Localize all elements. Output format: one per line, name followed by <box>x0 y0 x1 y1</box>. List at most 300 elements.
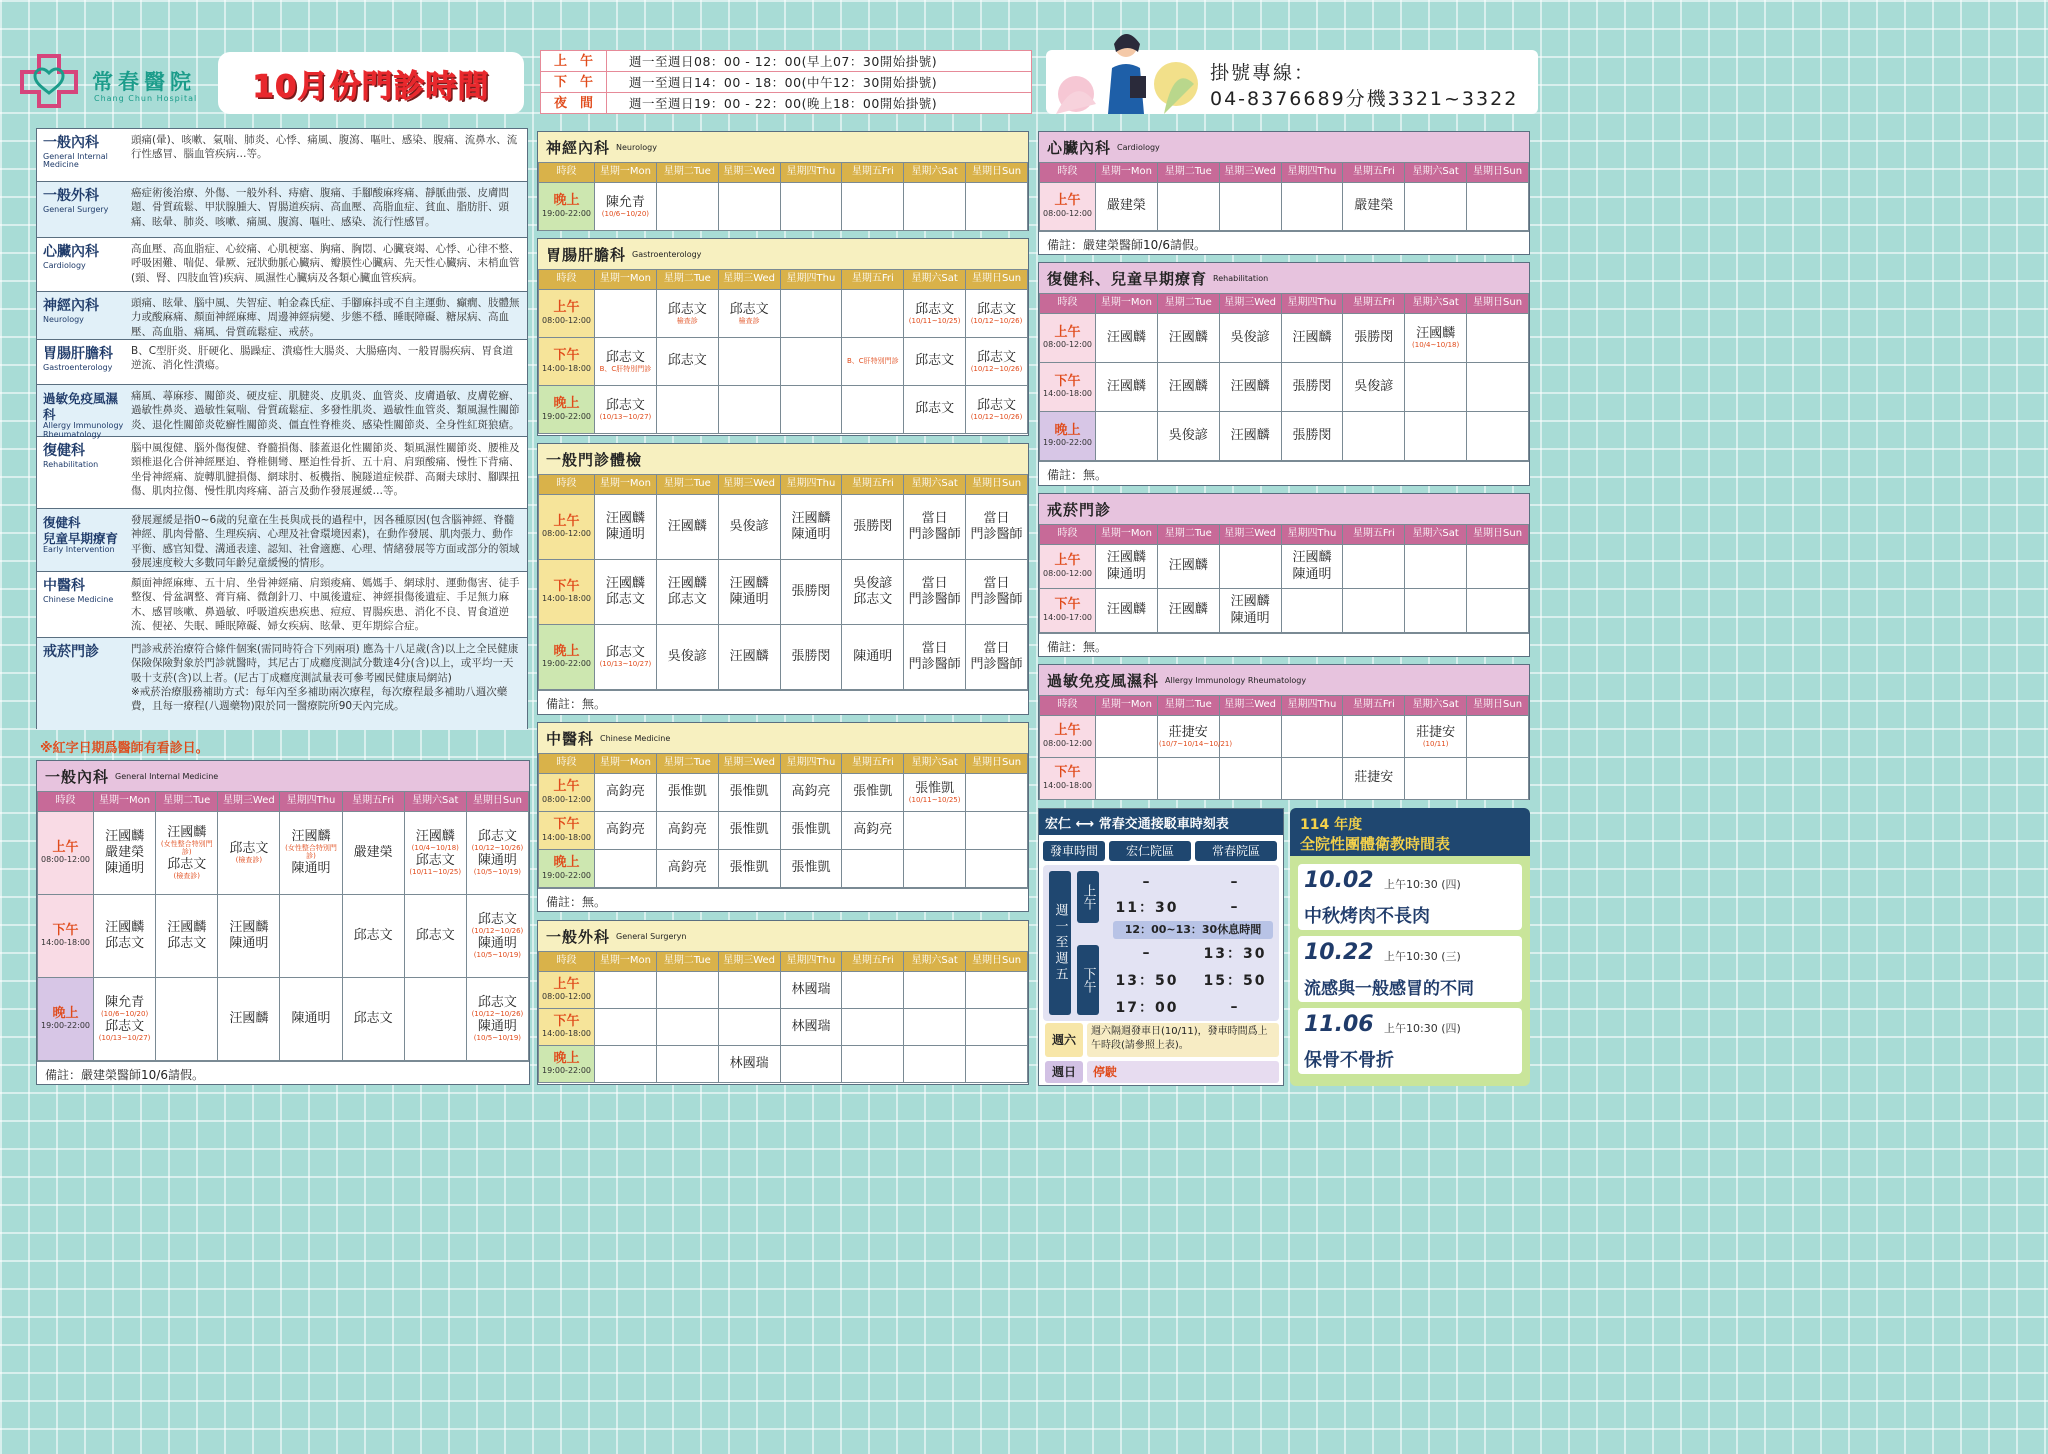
doctor-cell <box>1343 545 1405 589</box>
dept-row <box>37 238 527 292</box>
slot-time: 14:00-18:00 <box>542 1029 591 1039</box>
doctor-cell <box>842 338 904 386</box>
doctor-name: 陳允青 <box>105 995 145 1011</box>
dept-name: 中醫科 <box>43 578 85 594</box>
cell-note: (10/13~10/27) <box>98 1034 151 1043</box>
sched-table <box>37 791 529 1061</box>
doctor-cell <box>1157 716 1233 758</box>
slot-cell <box>38 895 94 978</box>
cell-note: B、C肝特別門診 <box>599 364 652 373</box>
doctor-name: 張惟凱 <box>915 780 955 796</box>
doctor-cell <box>904 560 966 625</box>
doctor-cell <box>780 495 842 560</box>
slot-label: 上午 <box>52 839 79 855</box>
doctor-name: 邱志文 <box>915 301 955 317</box>
doctor-name: 張惟凱 <box>667 784 707 800</box>
slot-time: 08:00-12:00 <box>1043 340 1092 350</box>
sched-title-en: Chinese Medicine <box>600 733 671 743</box>
sched-row <box>1040 589 1529 633</box>
shuttle-sun: 週日 <box>1045 1061 1083 1083</box>
dept-name-en: Neurology <box>43 314 84 324</box>
doctor-name: 吳俊諺 <box>667 648 707 664</box>
doctor-name: 高鈞亮 <box>605 784 645 800</box>
doctor-name: 邱志文 <box>667 353 707 369</box>
health-item <box>1298 1008 1522 1074</box>
doctor-name: 汪國麟 <box>1168 602 1208 618</box>
doctor-cell <box>1405 716 1467 758</box>
doctor-name: 張惟凱 <box>791 860 831 876</box>
shuttle-schedule <box>1038 808 1284 1086</box>
doctor-cell <box>780 338 842 386</box>
hours-label: 下 午 <box>541 72 607 92</box>
brand-name-en: Chang Chun Hospital <box>94 94 198 103</box>
doctor-name: 陳通明 <box>291 1010 331 1026</box>
hotline-number: 04-8376689分機3321~3322 <box>1210 88 1519 110</box>
sched-neuro <box>537 131 1029 231</box>
dept-name-cell <box>37 572 129 637</box>
doctor-cell <box>904 774 966 812</box>
day-header: 星期三Wed <box>1219 163 1281 183</box>
slot-time: 08:00-12:00 <box>1043 568 1092 578</box>
dept-name-en: Gastroenterology <box>43 362 113 372</box>
dept-desc: 癌症術後治療、外傷、一般外科、痔瘡、腹痛、手腳酸麻疼痛、靜脈曲張、皮膚問題、骨質疏鬆、甲狀腺腫大、胃腸道疾病、高血壓、高脂血症、貧血、脂肪肝、頭痛、眩暈、肺炎、咳嗽、痛風、腹瀉、嘔吐、感染、流行性感冒。 <box>131 187 509 228</box>
slot-label: 下午 <box>1054 597 1081 613</box>
doctor-name: 吳俊諺 <box>1230 329 1270 345</box>
doctor-cell <box>595 812 657 850</box>
doctor-name: 汪國麟 <box>1230 594 1270 610</box>
day-header: 星期三Wed <box>1219 525 1281 545</box>
sched-header-row <box>1040 163 1529 183</box>
doctor-cell <box>966 386 1028 434</box>
dept-name-en: General Surgery <box>43 204 109 214</box>
doctor-cell <box>1405 314 1467 363</box>
sched-title-text: 中醫科 <box>546 729 595 748</box>
slot-cell <box>539 625 595 690</box>
doctor-cell <box>904 290 966 338</box>
sched-row <box>539 183 1028 231</box>
doctor-name: 當日 <box>983 510 1010 526</box>
dept-name-en: Rehabilitation <box>43 459 99 469</box>
health-title: 全院性團體衛教時間表 <box>1300 835 1451 853</box>
shuttle-time: – <box>1230 998 1240 1015</box>
hours-label: 上 午 <box>541 51 607 71</box>
day-header: 星期日Sun <box>966 475 1028 495</box>
slot-header: 時段 <box>38 792 94 812</box>
doctor-cell <box>1405 589 1467 633</box>
doctor-cell <box>780 386 842 434</box>
doctor-name: 陳通明 <box>729 592 769 607</box>
doctor-name: 門診醫師 <box>908 657 961 672</box>
shuttle-sat: 週六 <box>1045 1023 1083 1057</box>
doctor-name: 汪國麟 <box>605 510 645 526</box>
sched-row <box>539 495 1028 560</box>
sched-title-text: 一般內科 <box>45 767 110 786</box>
doctor-name: 嚴建榮 <box>105 844 145 860</box>
doctor-cell <box>842 850 904 888</box>
slot-time: 14:00-18:00 <box>542 594 591 604</box>
day-header: 星期三Wed <box>718 270 780 290</box>
cell-note: (10/6~10/20) <box>601 209 650 218</box>
shuttle-time: – <box>1230 873 1240 890</box>
slot-label: 晚上 <box>1054 422 1081 438</box>
slot-label: 上午 <box>1054 723 1081 739</box>
doctor-cell <box>1219 183 1281 231</box>
hours-text: 週一至週日08：00 - 12：00(早上07：30開始掛號) <box>629 54 938 69</box>
day-header: 星期一Mon <box>595 754 657 774</box>
slot-label: 下午 <box>52 922 79 938</box>
doctor-cell <box>718 812 780 850</box>
doctor-cell <box>842 812 904 850</box>
doctor-cell <box>656 560 718 625</box>
doctor-cell <box>842 495 904 560</box>
doctor-cell <box>342 812 404 895</box>
day-header: 星期日Sun <box>966 754 1028 774</box>
doctor-name: 汪國麟 <box>1106 329 1146 345</box>
day-header: 星期二Tue <box>1157 525 1219 545</box>
doctor-cell <box>595 1046 657 1083</box>
slot-time: 19:00-22:00 <box>41 1021 90 1031</box>
doctor-cell <box>656 812 718 850</box>
sched-remark: 備註：嚴建榮醫師10/6請假。 <box>37 1061 529 1087</box>
doctor-cell <box>1219 545 1281 589</box>
sched-table <box>538 269 1028 434</box>
doctor-cell <box>966 850 1028 888</box>
dept-desc: 痛風、蕁麻疹、關節炎、硬皮症、肌腱炎、皮肌炎、血管炎、皮膚過敏、皮膚乾癬、過敏性鼻炎、過敏性氣喘、骨質疏鬆症、多發性肌炎、過敏性血管炎、類風濕性關節炎、退化性關節炎乾癬性關節炎、僵直性脊椎炎、感染性關節炎、全身性紅斑狼瘡。 <box>131 390 520 431</box>
cell-note: (10/11~10/25) <box>409 868 462 877</box>
cell-note: (10/5~10/19) <box>473 951 522 960</box>
doctor-cell <box>595 290 657 338</box>
doctor-name: 汪國麟 <box>1168 378 1208 394</box>
doctor-name: 邱志文 <box>105 936 145 951</box>
slot-header: 時段 <box>539 475 595 495</box>
doctor-cell <box>1343 716 1405 758</box>
sched-title <box>538 132 1028 162</box>
doctor-name: 汪國麟 <box>415 829 455 845</box>
doctor-name: 門診醫師 <box>908 592 961 607</box>
doctor-cell <box>780 972 842 1009</box>
day-header: 星期日Sun <box>966 270 1028 290</box>
cell-note: (10/5~10/19) <box>473 1034 522 1043</box>
doctor-name: 邱志文 <box>167 936 207 951</box>
slot-label: 上午 <box>553 300 580 316</box>
doctor-name: 高鈞亮 <box>853 822 893 838</box>
health-item <box>1298 864 1522 930</box>
doctor-name: 邱志文 <box>915 401 955 417</box>
slot-cell <box>539 560 595 625</box>
dept-name: 戒菸門診 <box>43 644 99 660</box>
doctor-cell <box>904 495 966 560</box>
day-header: 星期五Fri <box>842 475 904 495</box>
day-header: 星期二Tue <box>656 270 718 290</box>
doctor-name: 林國瑞 <box>729 1055 769 1071</box>
day-header: 星期六Sat <box>1405 163 1467 183</box>
day-header: 星期五Fri <box>342 792 404 812</box>
doctor-cell <box>718 625 780 690</box>
dept-desc: 發展遲緩是指0~6歲的兒童在生長與成長的過程中，因各種原因(包含腦神經、脊髓神經、肌肉骨骼、生理疾病、心理及社會環境因素)，在動作發展、肌肉張力、動作平衡、感官知覺、溝通表達、認知、社會適應、心理、情緒發展等方面或部分的領域發展速度較大多數同年齡兒童緩慢的情形。 <box>131 514 520 569</box>
slot-cell <box>539 812 595 850</box>
shuttle-time: – <box>1230 898 1240 915</box>
doctor-cell <box>904 812 966 850</box>
health-education <box>1290 808 1530 1086</box>
doctor-cell <box>1467 363 1529 412</box>
doctor-name: 當日 <box>983 575 1010 591</box>
hours-text: 週一至週日19：00 - 22：00(晚上18：00開始掛號) <box>629 96 938 111</box>
slot-cell <box>539 495 595 560</box>
sched-row <box>38 895 529 978</box>
sched-title-en: Allergy Immunology Rheumatology <box>1165 675 1307 685</box>
doctor-cell <box>842 774 904 812</box>
doctor-cell <box>780 183 842 231</box>
health-time: 上午10:30 (四) <box>1384 1022 1461 1035</box>
day-header: 星期日Sun <box>966 952 1028 972</box>
dept-desc: 頭痛、眩暈、腦中風、失智症、帕金森氏症、手腳麻抖或不自主運動、癲癇、肢體無力或酸麻痛、顏面神經麻痺、周邊神經病變、步態不穩、睡眠障礙、糖尿病、高血壓、高血脂、痛風、骨質疏鬆症、戒菸。 <box>131 297 520 338</box>
doctor-name: 邱志文 <box>605 645 645 661</box>
sched-title <box>538 723 1028 753</box>
dept-row <box>37 340 527 385</box>
day-header: 星期日Sun <box>466 792 528 812</box>
dept-name-cell <box>37 238 129 291</box>
doctor-cell <box>1405 758 1467 800</box>
sched-header-row <box>539 270 1028 290</box>
doctor-cell <box>466 978 528 1061</box>
sched-header-row <box>1040 525 1529 545</box>
dept-name: 復健科 <box>43 443 85 459</box>
doctor-cell <box>94 978 156 1061</box>
sched-remark: 備註：無。 <box>538 888 1028 914</box>
sched-table <box>538 474 1028 690</box>
doctor-name: 陳通明 <box>477 1019 517 1034</box>
doctor-cell <box>595 386 657 434</box>
doctor-name: 汪國麟 <box>1292 550 1332 566</box>
day-header: 星期三Wed <box>718 952 780 972</box>
slot-label: 下午 <box>553 348 580 364</box>
slot-label: 下午 <box>553 578 580 594</box>
dept-name-cell <box>37 182 129 237</box>
day-header: 星期五Fri <box>842 163 904 183</box>
doctor-cell <box>1219 412 1281 461</box>
sched-table <box>538 162 1028 231</box>
day-header: 星期二Tue <box>1157 696 1219 716</box>
doctor-cell <box>780 560 842 625</box>
doctor-cell <box>1467 589 1529 633</box>
sched-row <box>1040 716 1529 758</box>
doctor-cell <box>1219 363 1281 412</box>
doctor-cell <box>1096 363 1158 412</box>
doctor-name: 林國瑞 <box>791 1018 831 1034</box>
doctor-cell <box>156 978 218 1061</box>
sched-row <box>1040 545 1529 589</box>
sched-title-text: 復健科、兒童早期療育 <box>1047 269 1208 288</box>
day-header: 星期二Tue <box>656 754 718 774</box>
sched-rehab <box>1038 262 1530 486</box>
doctor-cell <box>280 895 342 978</box>
sched-header-row <box>1040 696 1529 716</box>
doctor-name: 汪國麟 <box>791 510 831 526</box>
doctor-cell <box>280 812 342 895</box>
shuttle-break: 12：00~13：30休息時間 <box>1113 921 1273 939</box>
cell-note: (檢查診) <box>235 856 263 865</box>
dept-name: 復健科 兒童早期療育 <box>43 515 119 546</box>
doctor-cell <box>1405 183 1467 231</box>
sched-title-text: 一般門診體檢 <box>546 450 643 469</box>
shuttle-row <box>1103 939 1279 966</box>
doctor-cell <box>595 972 657 1009</box>
shuttle-h1: 發車時間 <box>1043 841 1105 861</box>
doctor-cell <box>595 774 657 812</box>
day-header: 星期四Thu <box>780 754 842 774</box>
sched-title <box>1039 263 1529 293</box>
doctor-cell <box>1467 716 1529 758</box>
doctor-name: 當日 <box>921 575 948 591</box>
doctor-cell <box>1467 545 1529 589</box>
doctor-name: 陳通明 <box>477 936 517 951</box>
doctor-cell <box>718 290 780 338</box>
doctor-cell <box>1157 183 1219 231</box>
doctor-name: 嚴建榮 <box>353 844 393 860</box>
doctor-cell <box>1281 363 1343 412</box>
cell-note: (10/12~10/26) <box>970 364 1023 373</box>
doctor-cell <box>1219 314 1281 363</box>
doctor-cell <box>94 895 156 978</box>
day-header: 星期一Mon <box>1096 525 1158 545</box>
doctor-name: 汪國麟 <box>729 575 769 591</box>
doctor-name: 汪國麟 <box>105 828 145 844</box>
clinic-hours <box>540 50 1032 114</box>
health-time: 上午10:30 (四) <box>1384 878 1461 891</box>
doctor-cell <box>218 812 280 895</box>
doctor-cell <box>966 1046 1028 1083</box>
doctor-cell <box>842 625 904 690</box>
sched-title <box>37 761 529 791</box>
slot-cell <box>1040 545 1096 589</box>
day-header: 星期一Mon <box>595 270 657 290</box>
dept-name: 胃腸肝膽科 <box>43 346 113 362</box>
doctor-cell <box>966 338 1028 386</box>
cell-note: (10/7~10/14~10/21) <box>1158 739 1233 748</box>
sched-row <box>539 625 1028 690</box>
day-header: 星期四Thu <box>1281 294 1343 314</box>
day-header: 星期日Sun <box>1467 696 1529 716</box>
dept-name: 過敏免疫風濕科 <box>43 391 119 422</box>
doctor-cell <box>1467 758 1529 800</box>
sched-title-text: 神經內科 <box>546 138 611 157</box>
doctor-name: 門診醫師 <box>908 527 961 542</box>
doctor-cell <box>904 1009 966 1046</box>
doctor-name: 邱志文 <box>105 1019 145 1034</box>
day-header: 星期五Fri <box>1343 163 1405 183</box>
doctor-name: 當日 <box>921 640 948 656</box>
day-header: 星期二Tue <box>656 475 718 495</box>
doctor-name: 汪國麟 <box>167 919 207 935</box>
day-header: 星期一Mon <box>595 163 657 183</box>
doctor-name: 汪國麟 <box>229 919 269 935</box>
slot-cell <box>539 1046 595 1083</box>
doctor-cell <box>656 386 718 434</box>
day-header: 星期一Mon <box>595 475 657 495</box>
doctor-cell <box>595 850 657 888</box>
doctor-cell <box>1096 314 1158 363</box>
slot-label: 上午 <box>1054 553 1081 569</box>
sched-title-en: Gastroenterology <box>632 249 702 259</box>
sched-header-row <box>1040 294 1529 314</box>
cell-note: (10/12~10/26) <box>471 1010 524 1019</box>
slot-header: 時段 <box>1040 696 1096 716</box>
doctor-cell <box>966 625 1028 690</box>
doctor-name: 陳通明 <box>229 936 269 951</box>
doctor-cell <box>656 1046 718 1083</box>
doctor-name: 邱志文 <box>477 912 517 928</box>
sched-title <box>538 239 1028 269</box>
dept-name-en: Cardiology <box>43 260 86 270</box>
doctor-cell <box>1405 545 1467 589</box>
slot-cell <box>1040 183 1096 231</box>
slot-time: 14:00-18:00 <box>41 938 90 948</box>
sched-remark: 備註：無。 <box>1039 633 1529 659</box>
day-header: 星期六Sat <box>1405 525 1467 545</box>
slot-time: 19:00-22:00 <box>542 1066 591 1076</box>
sched-title-text: 胃腸肝膽科 <box>546 245 627 264</box>
slot-header: 時段 <box>1040 294 1096 314</box>
sched-row <box>539 560 1028 625</box>
sched-table <box>1039 293 1529 461</box>
cell-note: (檢查診) <box>173 872 200 881</box>
sched-title-text: 一般外科 <box>546 927 611 946</box>
slot-header: 時段 <box>539 952 595 972</box>
doctor-cell <box>718 495 780 560</box>
page-title-box <box>218 52 524 114</box>
day-header: 星期日Sun <box>1467 294 1529 314</box>
slot-label: 下午 <box>553 817 580 833</box>
dept-desc: B、C型肝炎、肝硬化、腸躁症、潰瘍性大腸炎、大腸癌肉、一般胃腸疾病、胃食道逆流、消化性潰瘍。 <box>131 345 514 372</box>
doctor-cell <box>966 495 1028 560</box>
doctor-name: 汪國麟 <box>1106 378 1146 394</box>
day-header: 星期一Mon <box>1096 294 1158 314</box>
doctor-name: 邱志文 <box>415 853 455 868</box>
doctor-cell <box>966 812 1028 850</box>
doctor-cell <box>656 495 718 560</box>
doctor-name: 門診醫師 <box>970 527 1023 542</box>
slot-time: 14:00-18:00 <box>542 363 591 373</box>
shuttle-row <box>1103 993 1279 1020</box>
doctor-name: 汪國麟 <box>605 575 645 591</box>
health-date: 11.06 <box>1304 1012 1374 1037</box>
health-topic: 保骨不骨折 <box>1304 1050 1394 1071</box>
cell-note: (10/12~10/26) <box>970 412 1023 421</box>
dept-name-en: General Internal Medicine <box>43 151 108 170</box>
doctor-name: 汪國麟 <box>1106 602 1146 618</box>
doctor-name: 陳通明 <box>105 861 145 877</box>
hours-row <box>541 72 1031 93</box>
day-header: 星期日Sun <box>966 163 1028 183</box>
doctor-cell <box>404 978 466 1061</box>
dept-name: 心臟內科 <box>43 244 99 260</box>
page-title: 10月份門診時間 <box>252 68 490 105</box>
dept-row <box>37 437 527 509</box>
doctor-name: 邱志文 <box>605 349 645 365</box>
slot-cell <box>539 183 595 231</box>
day-header: 星期五Fri <box>842 952 904 972</box>
doctor-cell <box>966 560 1028 625</box>
doctor-cell <box>595 183 657 231</box>
doctor-cell <box>842 386 904 434</box>
doctor-name: 張惟凱 <box>853 784 893 800</box>
slot-cell <box>539 972 595 1009</box>
sched-remark: 備註：無。 <box>1039 461 1529 487</box>
doctor-cell <box>1405 412 1467 461</box>
slot-header: 時段 <box>539 163 595 183</box>
sched-row <box>539 1009 1028 1046</box>
doctor-name: 汪國麟 <box>1168 558 1208 574</box>
